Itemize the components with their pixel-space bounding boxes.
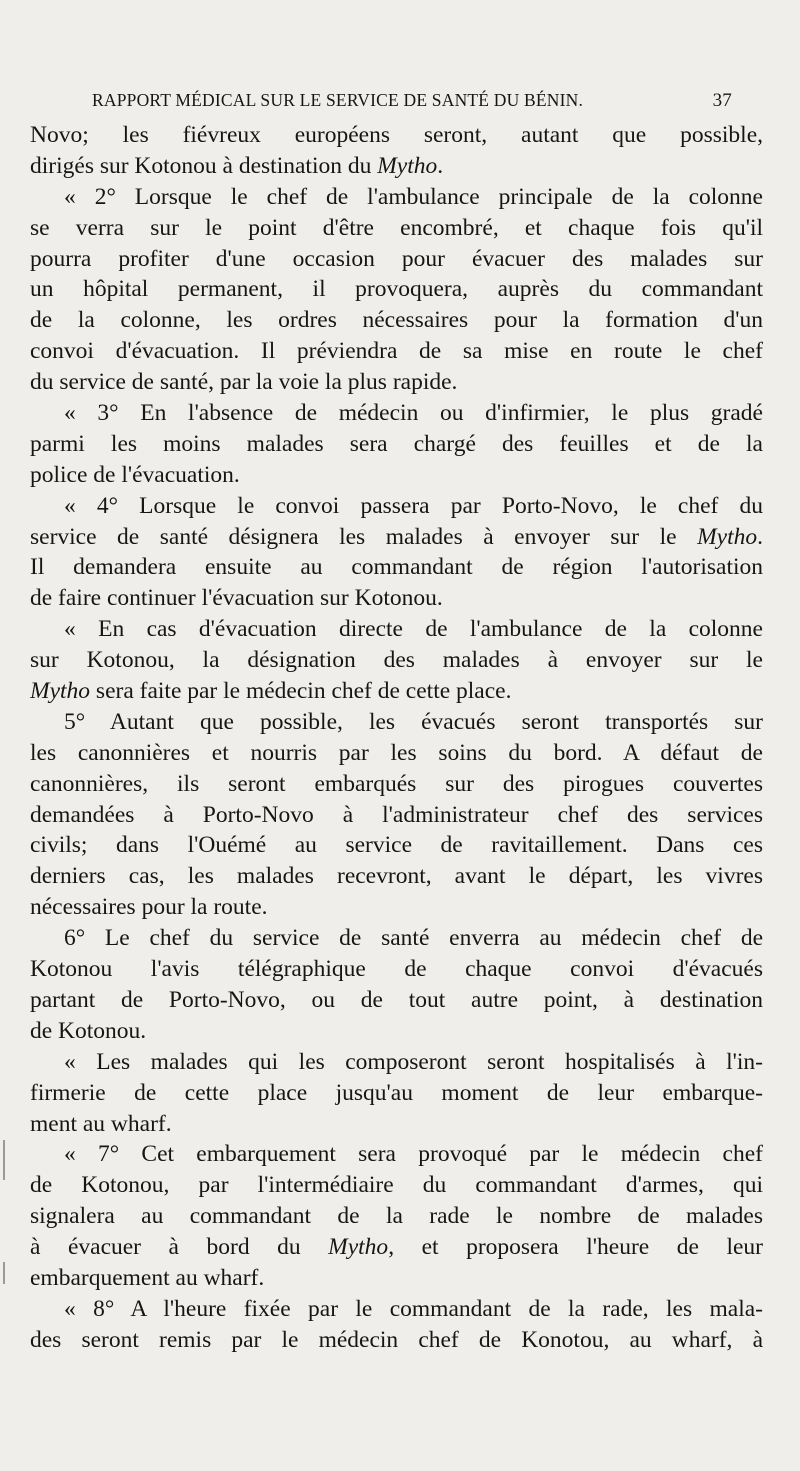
text-line: Kotonou l'avis télégraphique de chaque convoi d'évacués <box>30 956 763 983</box>
text-line: sur Kotonou, la désignation des malades à envoyer sur le <box>30 647 763 674</box>
text-line: dirigés sur Kotonou à destination du Mytho. <box>30 152 444 179</box>
text-line: 5° Autant que possible, les évacués seront transportés sur <box>64 708 763 735</box>
text-line: Novo; les fiévreux européens seront, autant que possible, <box>30 122 763 148</box>
ship-name: Mytho <box>328 1234 389 1261</box>
text-line: du service de santé, par la voie la plus rapide. <box>30 369 458 396</box>
text-line: civils; dans l'Ouémé au service de ravitaillement. Dans ces <box>30 832 763 859</box>
text-line: « En cas d'évacuation directe de l'ambulance de la colonne <box>64 616 763 643</box>
text-line: « 8° A l'heure fixée par le commandant de la rade, les mala- <box>64 1295 763 1322</box>
text-line: de Kotonou. <box>30 1017 147 1044</box>
text-line: convoi d'évacuation. Il préviendra de sa mise en route le chef <box>30 338 763 365</box>
text-line: service de santé désignera les malades à envoyer sur le Mytho. <box>30 523 763 550</box>
text-line: demandées à Porto-Novo à l'administrateur chef des services <box>30 801 763 828</box>
scan-edge-mark <box>3 1140 5 1180</box>
body-text <box>30 120 763 1356</box>
ship-name: Mytho <box>30 678 91 705</box>
running-title: RAPPORT MÉDICAL SUR LE SERVICE DE SANTÉ DU BÉNIN. <box>92 90 584 110</box>
text-line: parmi les moins malades sera chargé des feuilles et de la <box>30 430 763 457</box>
text-line: nécessaires pour la route. <box>30 894 268 921</box>
text-line: pourra profiter d'une occasion pour évacuer des malades sur <box>30 245 763 272</box>
text-line: « 4° Lorsque le convoi passera par Porto-Novo, le chef du <box>64 492 763 519</box>
text-line: signalera au commandant de la rade le nombre de malades <box>30 1203 763 1230</box>
text-line: embarquement au wharf. <box>30 1264 265 1291</box>
text-line: des seront remis par le médecin chef de Konotou, au wharf, à <box>30 1326 763 1353</box>
text-line: de la colonne, les ordres nécessaires pour la formation d'un <box>30 307 763 334</box>
text-line: de faire continuer l'évacuation sur Kotonou. <box>30 585 443 612</box>
text-line: se verra sur le point d'être encombré, et chaque fois qu'il <box>30 214 763 241</box>
page-number: 37 <box>712 90 732 111</box>
scan-edge-mark <box>3 1262 5 1284</box>
running-header <box>92 86 732 116</box>
text-line: ment au wharf. <box>30 1110 172 1137</box>
text-line: « Les malades qui les composeront seront hospitalisés à l'in- <box>64 1048 763 1075</box>
text-line: 6° Le chef du service de santé enverra au médecin chef de <box>64 925 763 952</box>
text-line: « 2° Lorsque le chef de l'ambulance principale de la colonne <box>64 183 763 210</box>
text-line: de Kotonou, par l'intermédiaire du commandant d'armes, qui <box>30 1172 763 1199</box>
text-line: un hôpital permanent, il provoquera, auprès du commandant <box>30 276 763 303</box>
text-line: partant de Porto-Novo, ou de tout autre point, à destination <box>30 986 763 1013</box>
text-line: Mytho sera faite par le médecin chef de cette place. <box>30 678 512 705</box>
text-line: police de l'évacuation. <box>30 461 240 488</box>
text-line: « 3° En l'absence de médecin ou d'infirmier, le plus gradé <box>64 400 763 427</box>
text-line: firmerie de cette place jusqu'au moment de leur embarque- <box>30 1079 763 1106</box>
ship-name: Mytho <box>377 152 438 179</box>
text-line: canonnières, ils seront embarqués sur des pirogues couvertes <box>30 770 763 797</box>
text-line: Il demandera ensuite au commandant de région l'autorisation <box>30 554 763 581</box>
ship-name: Mytho <box>697 523 758 550</box>
text-line: derniers cas, les malades recevront, avant le départ, les vivres <box>30 863 763 890</box>
text-line: à évacuer à bord du Mytho, et proposera l'heure de leur <box>30 1234 763 1261</box>
text-line: « 7° Cet embarquement sera provoqué par le médecin chef <box>64 1141 763 1168</box>
text-line: les canonnières et nourris par les soins du bord. A défaut de <box>30 739 763 766</box>
